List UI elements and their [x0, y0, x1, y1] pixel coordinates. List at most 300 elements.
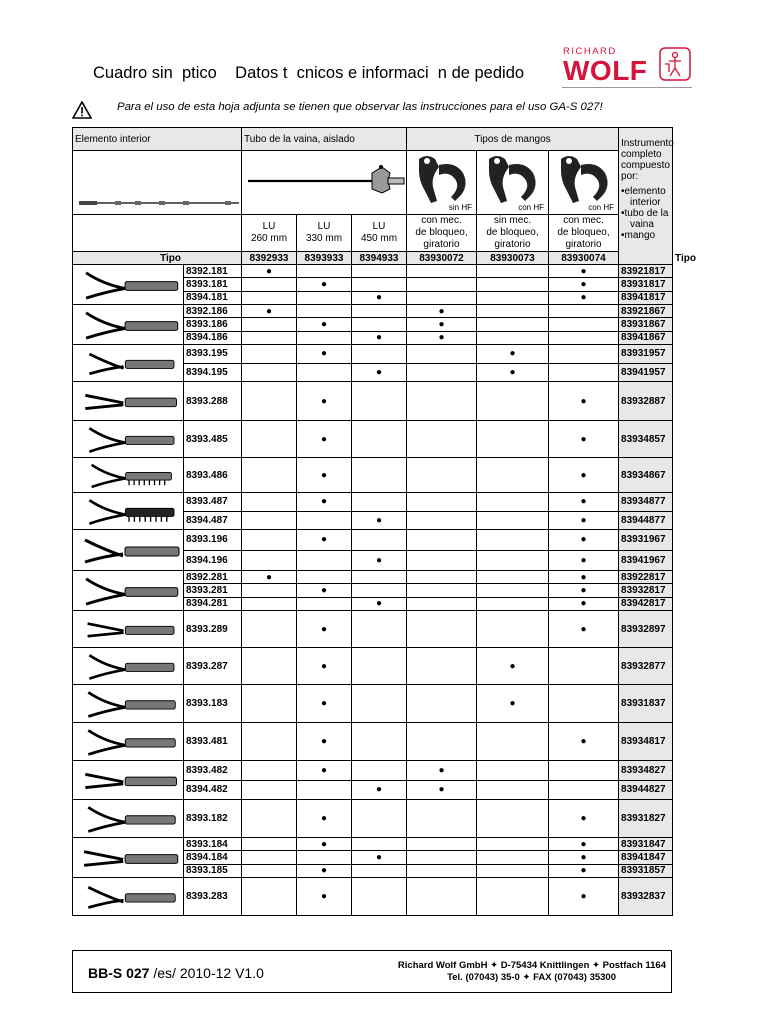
tipo-code: 83930073	[477, 252, 549, 265]
instrument-image	[73, 421, 184, 458]
table-row	[73, 838, 673, 851]
compat-cell	[549, 685, 619, 723]
instrument-image	[73, 305, 184, 345]
order-number: 83932837	[619, 878, 673, 916]
compat-cell	[477, 331, 549, 344]
compat-cell	[407, 345, 477, 364]
instrument-image	[73, 458, 184, 493]
compat-cell	[297, 511, 352, 530]
header-element: Elemento interior	[73, 128, 242, 151]
instrument-image	[73, 648, 184, 685]
order-number: 83931827	[619, 800, 673, 838]
order-number: 83941957	[619, 363, 673, 382]
compat-cell	[407, 584, 477, 597]
article-code: 8393.481	[184, 723, 242, 761]
compat-cell	[242, 458, 297, 493]
compat-cell	[242, 878, 297, 916]
compat-cell: ●	[297, 318, 352, 331]
compat-cell	[407, 571, 477, 584]
table-row	[73, 493, 673, 512]
compat-cell: ●	[549, 800, 619, 838]
handle-tag: con HF	[588, 203, 615, 212]
compat-cell: ●	[242, 265, 297, 278]
compat-cell	[297, 331, 352, 344]
compat-cell	[242, 800, 297, 838]
compat-cell	[477, 291, 549, 304]
tipo-row: Tipo 8392933 8393933 8394933 83930072 83930073 83930074 Tipo	[73, 252, 673, 265]
compat-cell	[242, 550, 297, 571]
compat-cell	[549, 648, 619, 685]
richard-wolf-logo	[561, 44, 693, 86]
handle-drawing	[479, 151, 547, 211]
instrument-icon	[75, 571, 183, 610]
article-code: 8392.181	[184, 265, 242, 278]
instrument-icon	[75, 530, 183, 570]
compat-cell	[242, 382, 297, 421]
instrument-icon	[75, 761, 183, 799]
handle-drawing	[409, 151, 477, 211]
order-number: 83931857	[619, 864, 673, 877]
compat-cell: ●	[407, 761, 477, 781]
compat-cell: ●	[352, 511, 407, 530]
compat-cell	[352, 685, 407, 723]
order-number: 83931817	[619, 278, 673, 291]
instrument-icon	[75, 611, 183, 647]
header-row	[73, 128, 673, 151]
compat-cell	[477, 305, 549, 318]
compat-cell	[297, 571, 352, 584]
compat-cell: ●	[549, 597, 619, 610]
compat-cell	[242, 597, 297, 610]
compat-cell	[407, 723, 477, 761]
article-code: 8393.288	[184, 382, 242, 421]
instrument-icon	[75, 421, 183, 457]
compat-cell: ●	[297, 864, 352, 877]
compat-cell	[242, 331, 297, 344]
compat-cell	[352, 648, 407, 685]
compat-cell	[242, 318, 297, 331]
order-number: 83941867	[619, 331, 673, 344]
compat-cell	[352, 878, 407, 916]
compat-cell	[242, 851, 297, 864]
compat-cell	[407, 291, 477, 304]
compat-cell	[407, 597, 477, 610]
compat-cell	[352, 761, 407, 781]
order-number: 83931867	[619, 318, 673, 331]
compat-cell	[242, 864, 297, 877]
article-code: 8394.184	[184, 851, 242, 864]
compat-cell	[242, 611, 297, 648]
compat-cell	[297, 851, 352, 864]
compat-cell: ●	[352, 597, 407, 610]
compat-cell: ●	[549, 421, 619, 458]
instrument-icon	[75, 265, 183, 304]
compat-cell	[297, 363, 352, 382]
compat-cell: ●	[549, 838, 619, 851]
compat-cell	[352, 318, 407, 331]
compat-cell	[407, 851, 477, 864]
compat-cell: ●	[297, 382, 352, 421]
instrument-image	[73, 493, 184, 530]
compat-cell	[549, 345, 619, 364]
compat-cell: ●	[242, 305, 297, 318]
compat-cell: ●	[549, 851, 619, 864]
compat-cell	[477, 458, 549, 493]
compat-cell	[407, 382, 477, 421]
order-number: 83931957	[619, 345, 673, 364]
footer-phone: Tel. (07043) 35-0 ✦ FAX (07043) 35300	[447, 972, 616, 983]
table-row	[73, 761, 673, 781]
compat-cell	[352, 458, 407, 493]
order-number: 83934867	[619, 458, 673, 493]
compat-cell: ●	[549, 511, 619, 530]
instrument-image	[73, 611, 184, 648]
compat-cell	[477, 493, 549, 512]
compat-cell	[242, 278, 297, 291]
table-row	[73, 878, 673, 916]
compat-cell	[477, 597, 549, 610]
compat-cell: ●	[549, 571, 619, 584]
instrument-icon	[75, 838, 183, 877]
compat-cell	[407, 363, 477, 382]
instrument-icon	[75, 723, 183, 760]
instrument-icon	[75, 648, 183, 684]
order-number: 83944877	[619, 511, 673, 530]
instrument-list	[621, 186, 670, 241]
table-row	[73, 458, 673, 493]
compat-cell	[407, 493, 477, 512]
compat-cell	[477, 511, 549, 530]
compat-cell: ●	[549, 291, 619, 304]
instrument-image	[73, 345, 184, 382]
compat-cell: ●	[549, 878, 619, 916]
tipo-code: 83930072	[407, 252, 477, 265]
doc-code: BB-S 027	[88, 965, 150, 981]
compat-cell	[477, 838, 549, 851]
sublabel: con mec. de bloqueo, giratorio	[407, 215, 477, 252]
compat-cell	[352, 421, 407, 458]
article-code: 8393.196	[184, 530, 242, 551]
logo-top-text: RICHARD	[563, 46, 617, 57]
compat-cell	[352, 305, 407, 318]
instrument-icon	[75, 305, 183, 344]
compat-cell	[352, 265, 407, 278]
table-row	[73, 723, 673, 761]
compat-cell: ●	[297, 800, 352, 838]
compat-cell: ●	[297, 611, 352, 648]
table-row	[73, 611, 673, 648]
instrument-item: • mango	[621, 230, 670, 241]
compat-cell	[407, 550, 477, 571]
compat-cell	[352, 493, 407, 512]
instrument-item: • elemento interior	[621, 186, 670, 208]
compat-cell: ●	[477, 685, 549, 723]
instrument-image	[73, 723, 184, 761]
article-code: 8393.281	[184, 584, 242, 597]
instrument-icon	[75, 685, 183, 722]
compat-cell	[242, 685, 297, 723]
compat-cell	[477, 584, 549, 597]
compat-cell	[407, 265, 477, 278]
compat-cell	[477, 530, 549, 551]
compat-cell: ●	[549, 550, 619, 571]
order-number: 83932877	[619, 648, 673, 685]
order-number: 83934877	[619, 493, 673, 512]
compat-cell	[477, 800, 549, 838]
instrument-icon	[75, 382, 183, 420]
instrument-image	[73, 800, 184, 838]
instrument-icon	[75, 493, 183, 529]
tipo-code: 8394933	[352, 252, 407, 265]
compat-cell: ●	[407, 305, 477, 318]
compat-cell	[477, 550, 549, 571]
compat-cell	[242, 780, 297, 800]
footer-doc-id	[88, 965, 264, 981]
header-instrument	[619, 128, 673, 265]
compat-cell: ●	[297, 530, 352, 551]
logo-rule	[562, 87, 692, 88]
instrument-title: Instrumento completo compuesto por:	[621, 138, 674, 182]
compat-cell: ●	[297, 493, 352, 512]
order-number: 83931847	[619, 838, 673, 851]
handle-drawing	[551, 151, 619, 211]
order-number: 83921817	[619, 265, 673, 278]
compat-cell	[407, 648, 477, 685]
compat-cell: ●	[297, 458, 352, 493]
compat-cell: ●	[352, 550, 407, 571]
compat-cell	[407, 458, 477, 493]
table-row	[73, 421, 673, 458]
compat-cell	[477, 851, 549, 864]
order-number: 83934857	[619, 421, 673, 458]
compat-cell: ●	[297, 878, 352, 916]
compat-cell	[407, 685, 477, 723]
article-code: 8393.485	[184, 421, 242, 458]
article-code: 8392.281	[184, 571, 242, 584]
instrument-image	[73, 878, 184, 916]
order-number: 83922817	[619, 571, 673, 584]
order-number: 83931967	[619, 530, 673, 551]
tipo-code: 8393933	[297, 252, 352, 265]
product-table	[72, 127, 696, 916]
table-row	[73, 345, 673, 364]
handle-tag: sin HF	[448, 203, 472, 212]
instrument-image	[73, 530, 184, 571]
compat-cell	[242, 723, 297, 761]
sublabel: con mec. de bloqueo, giratorio	[549, 215, 619, 252]
article-code: 8394.186	[184, 331, 242, 344]
compat-cell: ●	[297, 584, 352, 597]
article-code: 8393.482	[184, 761, 242, 781]
compat-cell	[352, 345, 407, 364]
compat-cell	[297, 291, 352, 304]
instrument-image	[73, 571, 184, 611]
compat-cell: ●	[549, 723, 619, 761]
article-code: 8393.486	[184, 458, 242, 493]
compat-cell	[477, 761, 549, 781]
tipo-label: Tipo	[73, 252, 242, 265]
footer-address: Richard Wolf GmbH ✦ D-75434 Knittlingen ✦ Postfach 1164	[397, 960, 666, 971]
article-code: 8394.195	[184, 363, 242, 382]
footer-contact	[398, 960, 666, 984]
compat-cell	[297, 597, 352, 610]
compat-cell: ●	[549, 864, 619, 877]
compat-cell	[407, 838, 477, 851]
warning-icon	[72, 101, 92, 119]
compat-cell	[297, 265, 352, 278]
compat-cell: ●	[549, 611, 619, 648]
order-number: 83941847	[619, 851, 673, 864]
article-code: 8393.487	[184, 493, 242, 512]
compat-cell: ●	[297, 421, 352, 458]
compat-cell: ●	[477, 363, 549, 382]
order-number: 83941967	[619, 550, 673, 571]
instrument-icon	[75, 800, 183, 837]
compat-cell	[242, 421, 297, 458]
compat-cell	[477, 611, 549, 648]
compat-cell: ●	[352, 331, 407, 344]
sheath-tube-drawing	[244, 151, 409, 211]
article-code: 8393.283	[184, 878, 242, 916]
warning-text: Para el uso de esta hoja adjunta se tienen que observar las instrucciones para el uso GA-S 027!	[117, 101, 603, 113]
compat-cell	[477, 571, 549, 584]
compat-cell	[352, 382, 407, 421]
compat-cell	[549, 363, 619, 382]
compat-cell	[242, 291, 297, 304]
compat-cell: ●	[407, 331, 477, 344]
compat-cell	[352, 838, 407, 851]
sublabel: LU 260 mm	[242, 215, 297, 252]
article-code: 8394.181	[184, 291, 242, 304]
compat-cell: ●	[297, 345, 352, 364]
compat-cell	[477, 318, 549, 331]
compat-cell	[352, 864, 407, 877]
compat-cell: ●	[352, 291, 407, 304]
handle-image-3	[549, 151, 619, 215]
logo-emblem-figure	[665, 53, 681, 77]
compat-cell	[407, 878, 477, 916]
compat-cell	[407, 421, 477, 458]
compat-cell	[352, 278, 407, 291]
compat-cell: ●	[297, 278, 352, 291]
tipo-code: 8392933	[242, 252, 297, 265]
order-number: 83941817	[619, 291, 673, 304]
handle-tag: con HF	[518, 203, 544, 212]
instrument-image	[73, 761, 184, 800]
tipo-code: 83930074	[549, 252, 619, 265]
order-number: 83932817	[619, 584, 673, 597]
article-code: 8393.287	[184, 648, 242, 685]
compat-cell	[297, 780, 352, 800]
compat-cell	[407, 278, 477, 291]
compat-cell	[352, 584, 407, 597]
compat-cell: ●	[549, 458, 619, 493]
compat-cell	[477, 382, 549, 421]
compat-cell: ●	[297, 838, 352, 851]
compat-cell	[242, 363, 297, 382]
table-row	[73, 305, 673, 318]
compat-cell: ●	[352, 363, 407, 382]
compat-cell: ●	[352, 780, 407, 800]
table-row	[73, 382, 673, 421]
compat-cell	[297, 550, 352, 571]
article-code: 8393.195	[184, 345, 242, 364]
compat-cell	[407, 530, 477, 551]
sublabel: sin mec. de bloqueo, giratorio	[477, 215, 549, 252]
compat-cell	[477, 864, 549, 877]
instrument-image	[73, 838, 184, 878]
compat-cell	[477, 723, 549, 761]
compat-cell	[352, 723, 407, 761]
article-code: 8393.185	[184, 864, 242, 877]
order-number: 83944827	[619, 780, 673, 800]
compat-cell: ●	[407, 780, 477, 800]
instrument-icon	[75, 878, 183, 915]
compat-cell	[242, 511, 297, 530]
order-number: 83932897	[619, 611, 673, 648]
handle-image-2	[477, 151, 549, 215]
compat-cell: ●	[297, 723, 352, 761]
compat-cell	[477, 878, 549, 916]
sublabel: LU 450 mm	[352, 215, 407, 252]
inner-element-drawing	[75, 151, 243, 211]
instrument-icon	[75, 345, 183, 381]
compat-cell	[549, 780, 619, 800]
compat-cell	[549, 305, 619, 318]
order-number: 83931837	[619, 685, 673, 723]
instrument-item: • tubo de la vaina	[621, 208, 670, 230]
compat-cell: ●	[477, 648, 549, 685]
sublabel: LU 330 mm	[297, 215, 352, 252]
compat-cell	[407, 611, 477, 648]
article-code: 8394.487	[184, 511, 242, 530]
instrument-image	[73, 382, 184, 421]
instrument-icon	[75, 458, 183, 492]
footer	[72, 950, 672, 993]
compat-cell: ●	[297, 648, 352, 685]
compat-cell: ●	[352, 851, 407, 864]
article-code: 8392.186	[184, 305, 242, 318]
article-code: 8393.186	[184, 318, 242, 331]
article-code: 8393.183	[184, 685, 242, 723]
article-code: 8394.196	[184, 550, 242, 571]
compat-cell: ●	[297, 685, 352, 723]
compat-cell	[477, 780, 549, 800]
compat-cell	[352, 571, 407, 584]
order-number: 83942817	[619, 597, 673, 610]
order-number: 83934817	[619, 723, 673, 761]
compat-cell: ●	[407, 318, 477, 331]
compat-cell	[477, 278, 549, 291]
doc-version: /es/ 2010-12 V1.0	[149, 965, 264, 981]
compat-cell	[242, 584, 297, 597]
image-row	[73, 151, 673, 215]
article-code: 8393.289	[184, 611, 242, 648]
order-number: 83934827	[619, 761, 673, 781]
compat-cell: ●	[549, 584, 619, 597]
table-row	[73, 571, 673, 584]
inner-element-image	[73, 151, 242, 215]
compat-cell: ●	[549, 265, 619, 278]
compat-cell	[242, 530, 297, 551]
compat-cell	[407, 864, 477, 877]
article-code: 8394.482	[184, 780, 242, 800]
compat-cell	[407, 511, 477, 530]
table-row	[73, 800, 673, 838]
compat-cell	[242, 345, 297, 364]
compat-cell	[352, 530, 407, 551]
instrument-image	[73, 265, 184, 305]
